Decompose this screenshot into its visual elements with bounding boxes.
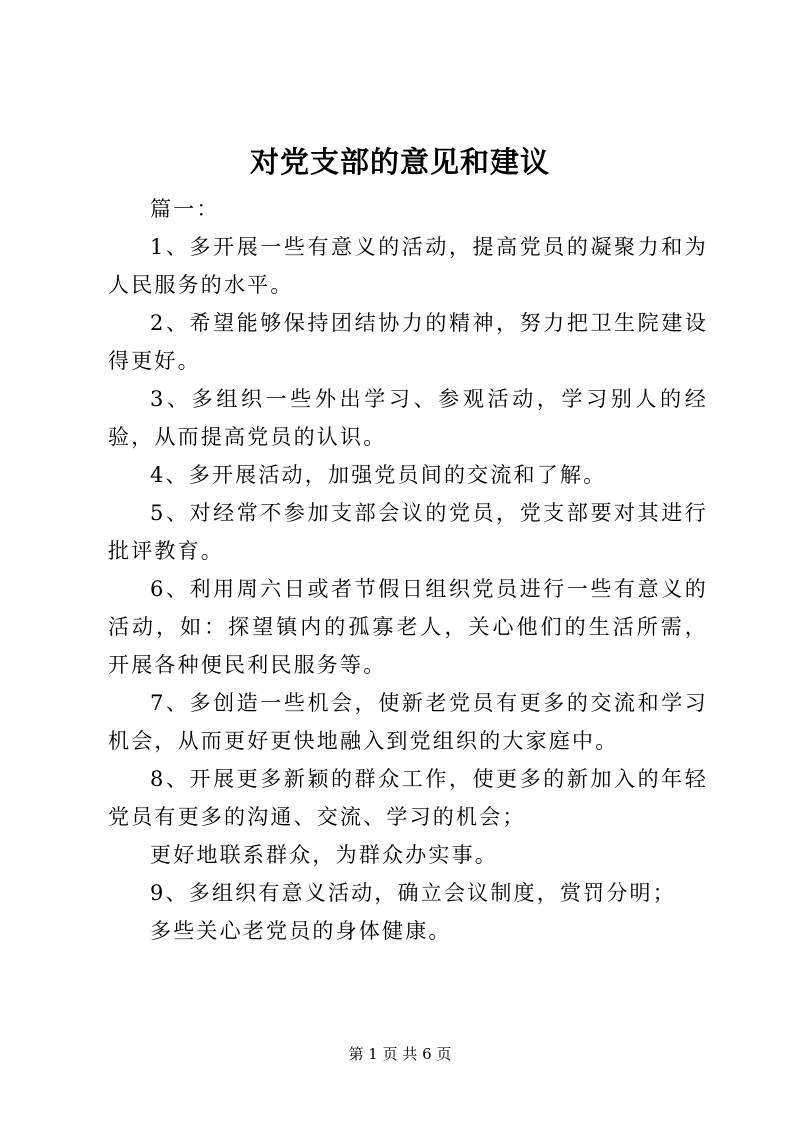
paragraph-item-8: 8、开展更多新颖的群众工作，使更多的新加入的年轻党员有更多的沟通、交流、学习的机会；: [108, 767, 708, 829]
paragraph-item-7: 7、多创造一些机会，使新老党员有更多的交流和学习机会，从而更好更快地融入到党组织的大家庭中。: [108, 691, 708, 753]
paragraph-item-1: 1、多开展一些有意义的活动，提高党员的凝聚力和为人民服务的水平。: [108, 235, 708, 297]
paragraph-item-9-continued: 多些关心老党员的身体健康。: [150, 919, 452, 943]
paragraph-item-4: 4、多开展活动，加强党员间的交流和了解。: [150, 463, 607, 487]
paragraph-item-3: 3、多组织一些外出学习、参观活动，学习别人的经验，从而提高党员的认识。: [108, 387, 708, 449]
paragraph-item-6: 6、利用周六日或者节假日组织党员进行一些有意义的活动，如：探望镇内的孤寡老人，关心他们的生活所需，开展各种便民利民服务等。: [108, 577, 708, 677]
document-title: 对党支部的意见和建议: [249, 145, 550, 179]
paragraph-item-5: 5、对经常不参加支部会议的党员，党支部要对其进行批评教育。: [108, 501, 708, 563]
paragraph-item-8-continued: 更好地联系群众，为群众办实事。: [150, 843, 498, 867]
paragraph-section-label: 篇一：: [150, 197, 220, 221]
page-number-footer: 第 1 页 共 6 页: [348, 1045, 452, 1063]
document-body: [108, 190, 708, 950]
paragraph-item-9: 9、多组织有意义活动，确立会议制度，赏罚分明；: [150, 881, 676, 905]
paragraph-item-2: 2、希望能够保持团结协力的精神，努力把卫生院建设得更好。: [108, 311, 708, 373]
